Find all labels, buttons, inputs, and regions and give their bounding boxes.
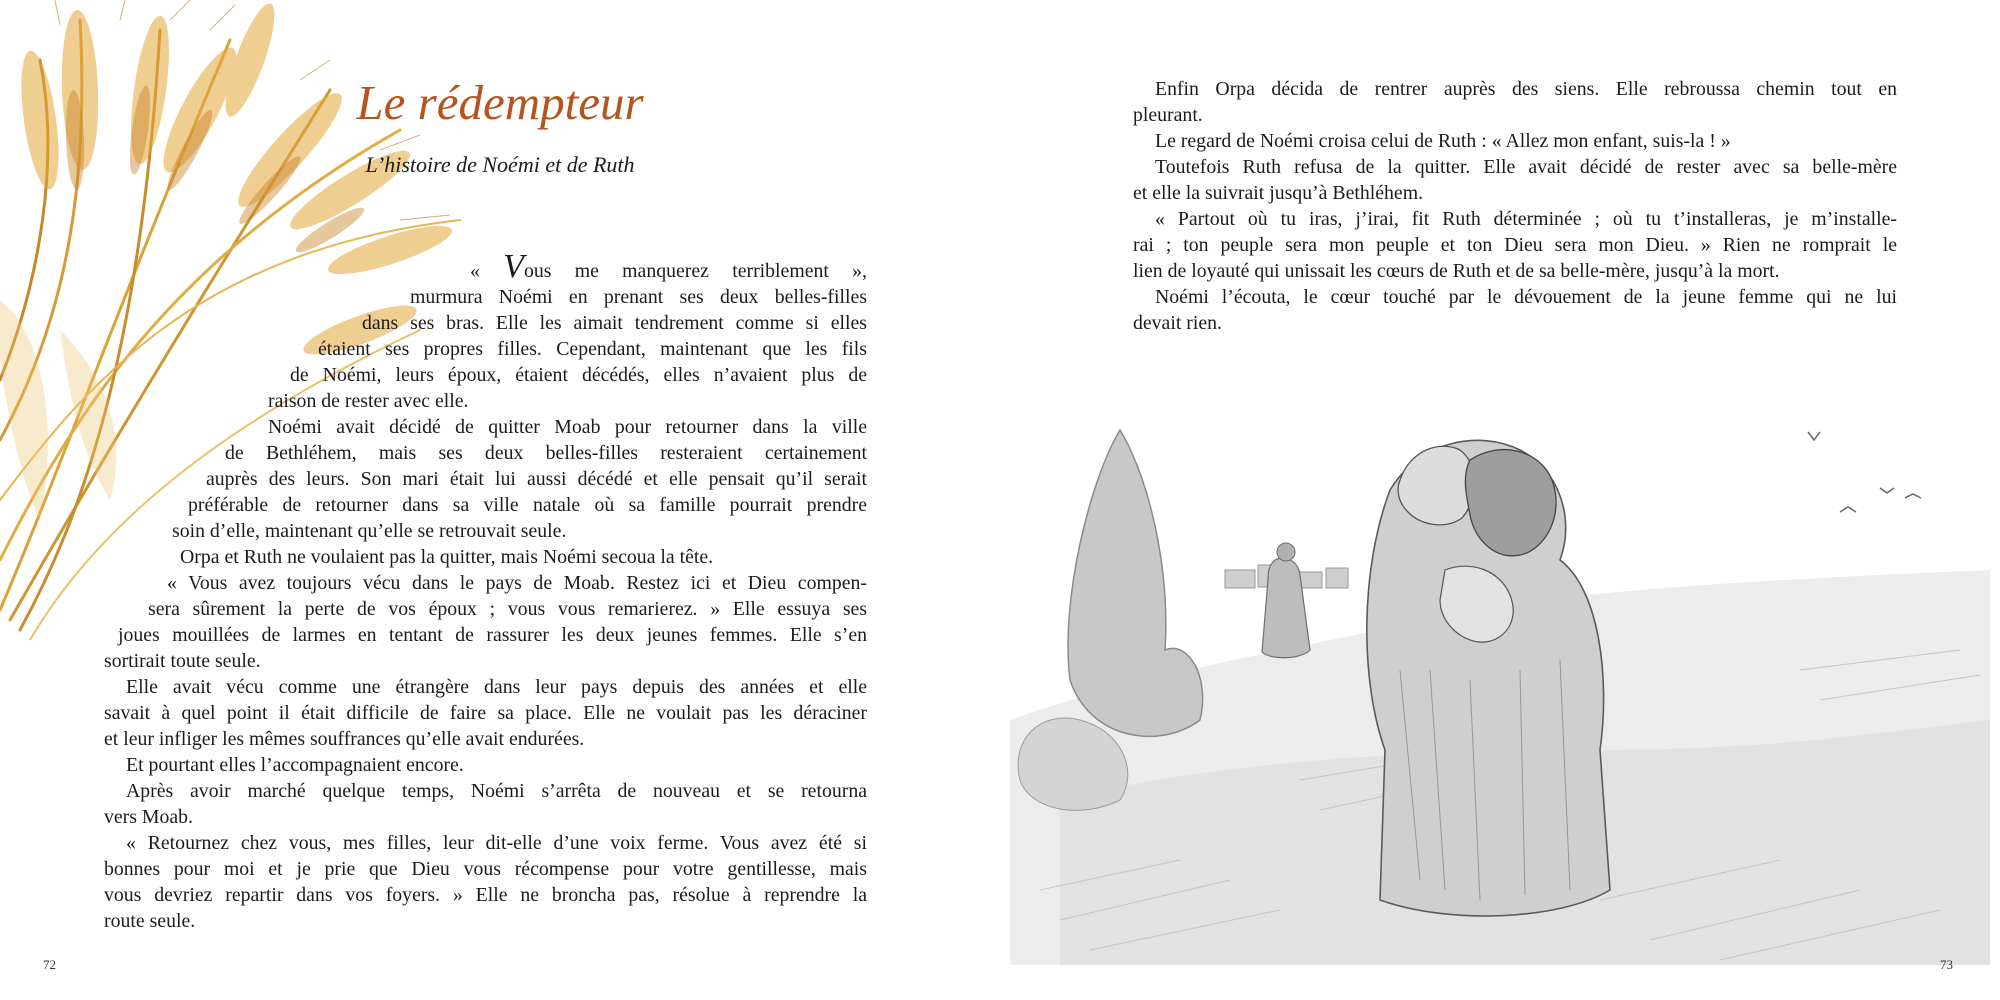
text-line: devait rien. [1133,312,1222,334]
text-line: Noémi l’écouta, le cœur touché par le dévouement de la jeune femme qui ne lui [1155,286,1897,308]
text-line: lien de loyauté qui unissait les cœurs de Ruth et de sa belle-mère, jusqu’à la mort. [1133,260,1780,282]
text-line: Le regard de Noémi croisa celui de Ruth : « Allez mon enfant, suis-la ! » [1155,130,1731,152]
chapter-title: Le rédempteur [356,75,644,130]
text-line: murmura Noémi en prenant ses deux belles-filles [410,286,867,308]
drop-cap: V [503,248,524,285]
text-line: route seule. [104,910,196,932]
text-line: « Retournez chez vous, mes filles, leur dit-elle d’une voix ferme. Vous avez été si [126,832,867,854]
text-line: et leur infliger les mêmes souffrances qu’elle avait endurées. [104,728,585,750]
chapter-subtitle: L’histoire de Noémi et de Ruth [365,152,635,177]
text-line: vous devriez repartir dans vos foyers. » Elle ne broncha pas, résolue à reprendre la [104,884,867,906]
text-line: raison de rester avec elle. [268,390,469,412]
text-line: et elle la suivrait jusqu’à Bethléhem. [1133,182,1424,204]
text-line: « Partout où tu iras, j’irai, fit Ruth déterminée ; où tu t’installeras, je m’installe- [1155,208,1897,230]
text-line: sera sûrement la perte de vos époux ; vous vous remarierez. » Elle essuya ses [148,598,867,620]
text-line: « Vous me manquerez terriblement », [470,248,867,285]
text-line: pleurant. [1133,104,1203,126]
text-line: sortirait toute seule. [104,650,261,672]
text-line: dans ses bras. Elle les aimait tendrement comme si elles [362,312,867,334]
text-line: soin d’elle, maintenant qu’elle se retrouvait seule. [172,520,567,542]
text-line: Elle avait vécu comme une étrangère dans leur pays depuis des années et elle [126,676,867,698]
text-line: Noémi avait décidé de quitter Moab pour retourner dans la ville [268,416,867,438]
right-page [1000,0,2000,1000]
text-line: Toutefois Ruth refusa de la quitter. Elle avait décidé de rester avec sa belle-mère [1155,156,1897,178]
text-line-part: ous me manquerez terriblement », [523,260,867,282]
text-line: Et pourtant elles l’accompagnaient encore. [126,754,464,776]
text-line: de Noémi, leurs époux, étaient décédés, elles n’avaient plus de [290,364,867,386]
text-line: bonnes pour moi et je prie que Dieu vous récompense pour votre gentillesse, mais [104,858,867,880]
text-line: Enfin Orpa décida de rentrer auprès des siens. Elle rebroussa chemin tout en [1155,78,1897,100]
pencil-sketch-illustration [1000,420,2000,965]
text-line: vers Moab. [104,806,193,828]
text-line: joues mouillées de larmes en tentant de rassurer les deux jeunes femmes. Elle s’en [118,624,867,646]
text-line: « Vous avez toujours vécu dans le pays de Moab. Restez ici et Dieu compen- [167,572,867,594]
text-line: Après avoir marché quelque temps, Noémi s’arrêta de nouveau et se retourna [126,780,867,802]
page-number: 72 [43,957,56,972]
text-line: rai ; ton peuple sera mon peuple et ton Dieu sera mon Dieu. » Rien ne romprait le [1133,234,1897,256]
text-line: Orpa et Ruth ne voulaient pas la quitter, mais Noémi secoua la tête. [180,546,714,568]
text-line: de Bethléhem, mais ses deux belles-filles resteraient certainement [225,442,867,464]
page-number: 73 [1940,957,1953,972]
text-line: préférable de retourner dans sa ville natale où sa famille pourrait prendre [188,494,867,516]
text-line: auprès des leurs. Son mari était lui aussi décédé et elle pensait qu’il serait [206,468,867,490]
text-line: savait à quel point il était difficile de faire sa place. Elle ne voulait pas les déraciner [104,702,867,724]
text-line: étaient ses propres filles. Cependant, maintenant que les fils [318,338,867,360]
